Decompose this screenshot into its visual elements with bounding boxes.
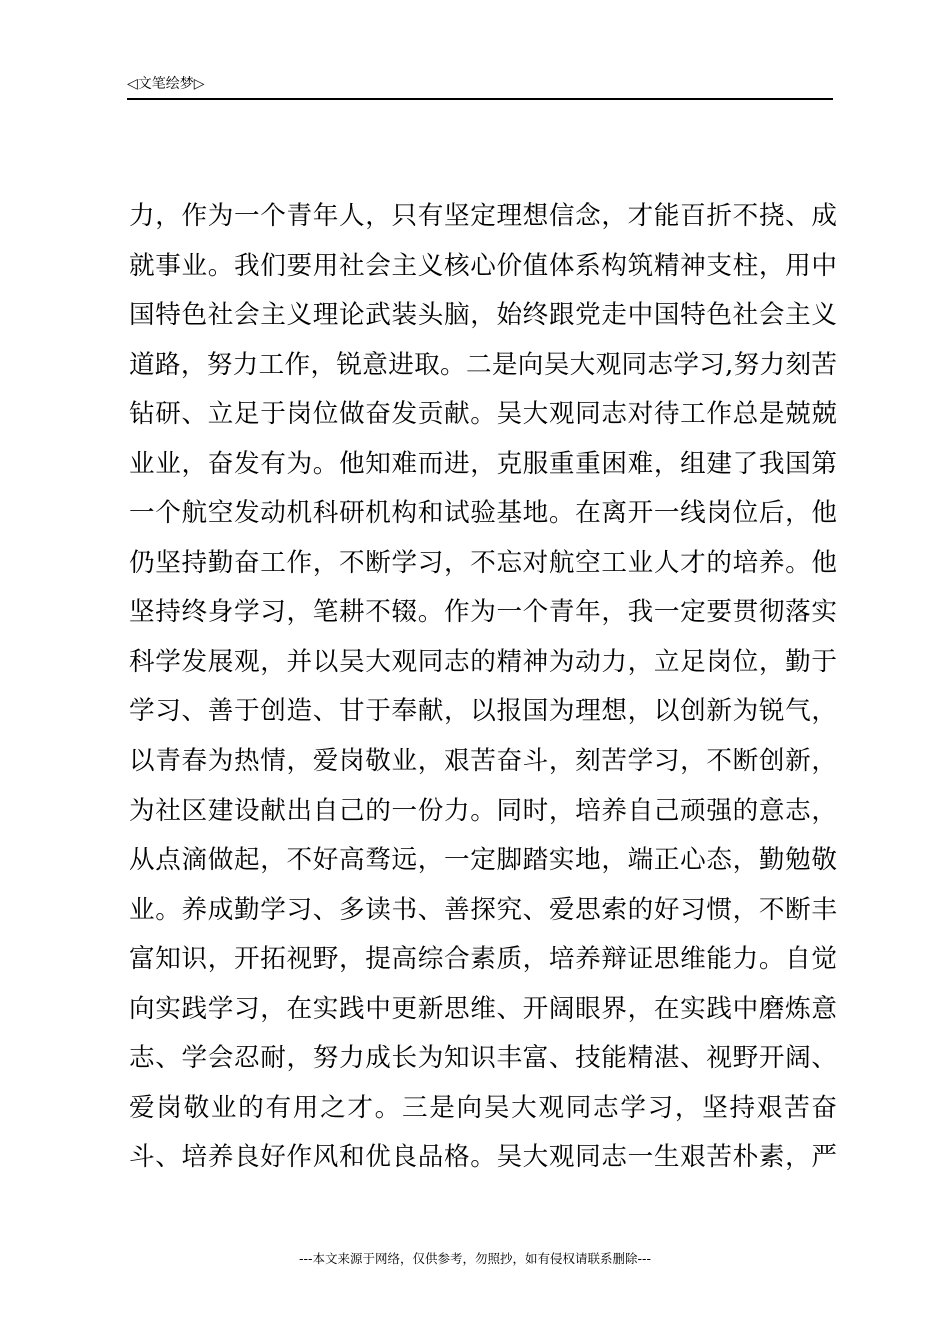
text-line: 坚持终身学习，笔耕不辍。作为一个青年，我一定要贯彻落实 [129,597,837,628]
text-line: 道路，努力工作，锐意进取。二是向吴大观同志学习,努力刻苦 [129,349,837,380]
text-line: 富知识，开拓视野，提高综合素质，培养辩证思维能力。自觉 [129,944,837,975]
text-line: 学习、善于创造、甘于奉献，以报国为理想，以创新为锐气， [129,696,837,727]
text-line: 业。养成勤学习、多读书、善探究、爱思索的好习惯，不断丰 [129,894,837,925]
text-line: 斗、培养良好作风和优良品格。吴大观同志一生艰苦朴素，严 [129,1142,837,1173]
text-line: 业业，奋发有为。他知难而进，克服重重困难，组建了我国第 [129,448,837,479]
page-header [127,74,833,100]
text-line: 志、学会忍耐，努力成长为知识丰富、技能精湛、视野开阔、 [129,1043,837,1074]
text-line: 以青春为热情，爱岗敬业，艰苦奋斗，刻苦学习，不断创新， [129,746,837,777]
text-line: 钻研、立足于岗位做奋发贡献。吴大观同志对待工作总是兢兢 [129,399,837,430]
body-text [129,196,837,1187]
text-line: 爱岗敬业的有用之才。三是向吴大观同志学习，坚持艰苦奋 [129,1092,837,1123]
text-line: 为社区建设献出自己的一份力。同时，培养自己顽强的意志， [129,795,837,826]
text-line: 力，作为一个青年人，只有坚定理想信念，才能百折不挠、成 [129,201,837,231]
text-line: 从点滴做起，不好高骛远，一定脚踏实地，端正心态，勤勉敬 [129,845,837,876]
text-line: 仍坚持勤奋工作，不断学习，不忘对航空工业人才的培养。他 [129,547,837,578]
text-line: 国特色社会主义理论武装头脑，始终跟党走中国特色社会主义 [129,300,837,331]
text-line: 就事业。我们要用社会主义核心价值体系构筑精神支柱，用中 [129,250,837,281]
text-line: 向实践学习，在实践中更新思维、开阔眼界，在实践中磨炼意 [129,993,837,1024]
text-line: 科学发展观，并以吴大观同志的精神为动力，立足岗位，勤于 [129,646,837,677]
header-title: ◁文笔绘梦▷ [127,76,205,92]
text-line: 一个航空发动机科研机构和试验基地。在离开一线岗位后，他 [129,498,837,529]
footer-notice: ---本文来源于网络，仅供参考，勿照抄，如有侵权请联系删除--- [298,1251,652,1266]
